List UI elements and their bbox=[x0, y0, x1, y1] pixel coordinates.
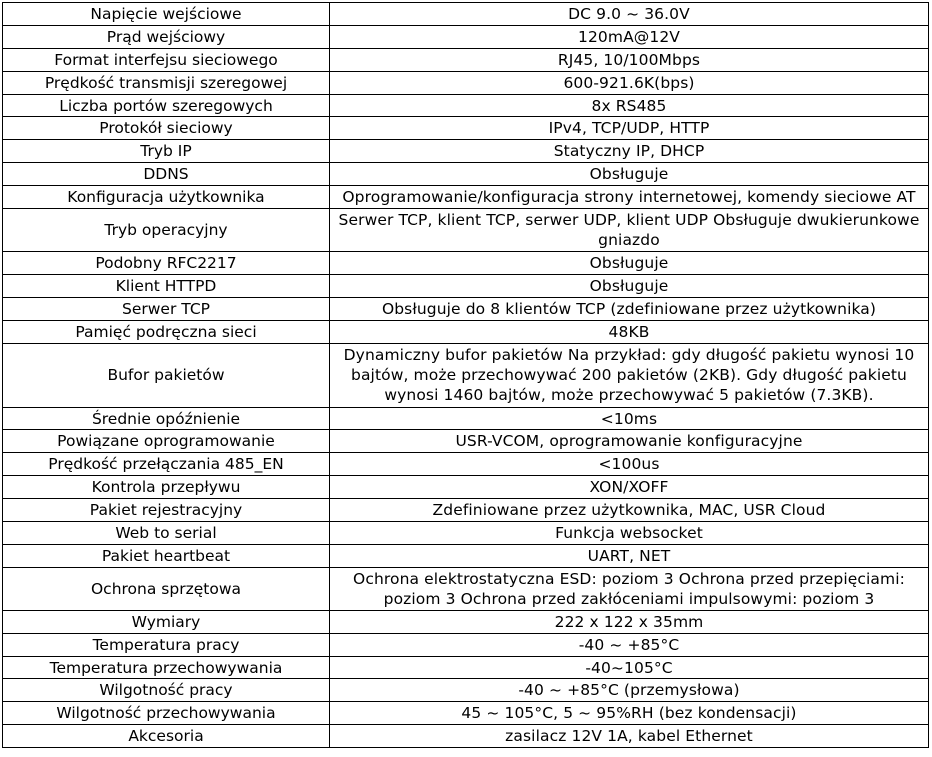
spec-label: Pakiet rejestracyjny bbox=[3, 499, 330, 522]
table-row bbox=[3, 610, 929, 633]
spec-value: Obsługuje bbox=[330, 274, 929, 297]
spec-label: Web to serial bbox=[3, 522, 330, 545]
spec-label: Akcesoria bbox=[3, 725, 330, 748]
spec-label: Kontrola przepływu bbox=[3, 476, 330, 499]
spec-value: Serwer TCP, klient TCP, serwer UDP, klient UDP Obsługuje dwukierunkowe gniazdo bbox=[330, 209, 929, 252]
spec-label: Tryb IP bbox=[3, 140, 330, 163]
spec-label: Protokół sieciowy bbox=[3, 117, 330, 140]
spec-value: -40~105°C bbox=[330, 656, 929, 679]
spec-label: Wilgotność przechowywania bbox=[3, 702, 330, 725]
table-row bbox=[3, 499, 929, 522]
spec-label: Format interfejsu sieciowego bbox=[3, 48, 330, 71]
spec-value: Obsługuje bbox=[330, 252, 929, 275]
table-row bbox=[3, 656, 929, 679]
table-row bbox=[3, 544, 929, 567]
spec-label: Wymiary bbox=[3, 610, 330, 633]
spec-label: Pamięć podręczna sieci bbox=[3, 320, 330, 343]
spec-label: Pakiet heartbeat bbox=[3, 544, 330, 567]
table-row bbox=[3, 725, 929, 748]
spec-label: Prędkość przełączania 485_EN bbox=[3, 453, 330, 476]
table-row bbox=[3, 140, 929, 163]
table-row bbox=[3, 71, 929, 94]
spec-label: Prędkość transmisji szeregowej bbox=[3, 71, 330, 94]
spec-value: Obsługuje bbox=[330, 163, 929, 186]
spec-value: <100us bbox=[330, 453, 929, 476]
spec-label: DDNS bbox=[3, 163, 330, 186]
spec-label: Konfiguracja użytkownika bbox=[3, 186, 330, 209]
spec-value: Ochrona elektrostatyczna ESD: poziom 3 Ochrona przed przepięciami: poziom 3 Ochrona przed zakłóceniami impulsowymi: poziom 3 bbox=[330, 567, 929, 610]
spec-label: Liczba portów szeregowych bbox=[3, 94, 330, 117]
spec-label: Klient HTTPD bbox=[3, 274, 330, 297]
spec-value: Obsługuje do 8 klientów TCP (zdefiniowane przez użytkownika) bbox=[330, 297, 929, 320]
spec-value: -40 ~ +85°C (przemysłowa) bbox=[330, 679, 929, 702]
table-row bbox=[3, 163, 929, 186]
spec-value: RJ45, 10/100Mbps bbox=[330, 48, 929, 71]
table-row bbox=[3, 209, 929, 252]
spec-label: Serwer TCP bbox=[3, 297, 330, 320]
spec-label: Temperatura przechowywania bbox=[3, 656, 330, 679]
table-row bbox=[3, 702, 929, 725]
table-row bbox=[3, 297, 929, 320]
spec-value: -40 ~ +85°C bbox=[330, 633, 929, 656]
spec-value: <10ms bbox=[330, 407, 929, 430]
spec-value: Oprogramowanie/konfiguracja strony internetowej, komendy sieciowe AT bbox=[330, 186, 929, 209]
table-row bbox=[3, 25, 929, 48]
table-row bbox=[3, 476, 929, 499]
spec-value: Funkcja websocket bbox=[330, 522, 929, 545]
spec-label: Temperatura pracy bbox=[3, 633, 330, 656]
spec-value: 222 x 122 x 35mm bbox=[330, 610, 929, 633]
table-row bbox=[3, 633, 929, 656]
spec-value: 48KB bbox=[330, 320, 929, 343]
spec-label: Tryb operacyjny bbox=[3, 209, 330, 252]
table-row bbox=[3, 567, 929, 610]
spec-value: DC 9.0 ~ 36.0V bbox=[330, 3, 929, 26]
table-row bbox=[3, 186, 929, 209]
table-row bbox=[3, 94, 929, 117]
table-row bbox=[3, 522, 929, 545]
spec-value: 120mA@12V bbox=[330, 25, 929, 48]
spec-label: Podobny RFC2217 bbox=[3, 252, 330, 275]
table-row bbox=[3, 48, 929, 71]
spec-label: Bufor pakietów bbox=[3, 343, 330, 407]
spec-value: Statyczny IP, DHCP bbox=[330, 140, 929, 163]
spec-label: Ochrona sprzętowa bbox=[3, 567, 330, 610]
spec-value: 8x RS485 bbox=[330, 94, 929, 117]
table-row bbox=[3, 453, 929, 476]
spec-value: 600-921.6K(bps) bbox=[330, 71, 929, 94]
table-row bbox=[3, 430, 929, 453]
table-row bbox=[3, 3, 929, 26]
table-row bbox=[3, 343, 929, 407]
spec-label: Napięcie wejściowe bbox=[3, 3, 330, 26]
spec-label: Wilgotność pracy bbox=[3, 679, 330, 702]
spec-value: 45 ~ 105°C, 5 ~ 95%RH (bez kondensacji) bbox=[330, 702, 929, 725]
spec-value: UART, NET bbox=[330, 544, 929, 567]
table-row bbox=[3, 679, 929, 702]
spec-value: Zdefiniowane przez użytkownika, MAC, USR Cloud bbox=[330, 499, 929, 522]
spec-table bbox=[2, 2, 929, 748]
spec-value: USR-VCOM, oprogramowanie konfiguracyjne bbox=[330, 430, 929, 453]
table-row bbox=[3, 252, 929, 275]
spec-label: Powiązane oprogramowanie bbox=[3, 430, 330, 453]
spec-value: zasilacz 12V 1A, kabel Ethernet bbox=[330, 725, 929, 748]
spec-label: Średnie opóźnienie bbox=[3, 407, 330, 430]
spec-table-body bbox=[3, 3, 929, 748]
spec-value: IPv4, TCP/UDP, HTTP bbox=[330, 117, 929, 140]
table-row bbox=[3, 274, 929, 297]
spec-value: Dynamiczny bufor pakietów Na przykład: gdy długość pakietu wynosi 10 bajtów, może przechowywać 200 pakietów (2KB). Gdy długość pakietu wynosi 1460 bajtów, może przechowywać 5 pakietów (7.3KB). bbox=[330, 343, 929, 407]
spec-label: Prąd wejściowy bbox=[3, 25, 330, 48]
spec-value: XON/XOFF bbox=[330, 476, 929, 499]
table-row bbox=[3, 407, 929, 430]
table-row bbox=[3, 320, 929, 343]
table-row bbox=[3, 117, 929, 140]
